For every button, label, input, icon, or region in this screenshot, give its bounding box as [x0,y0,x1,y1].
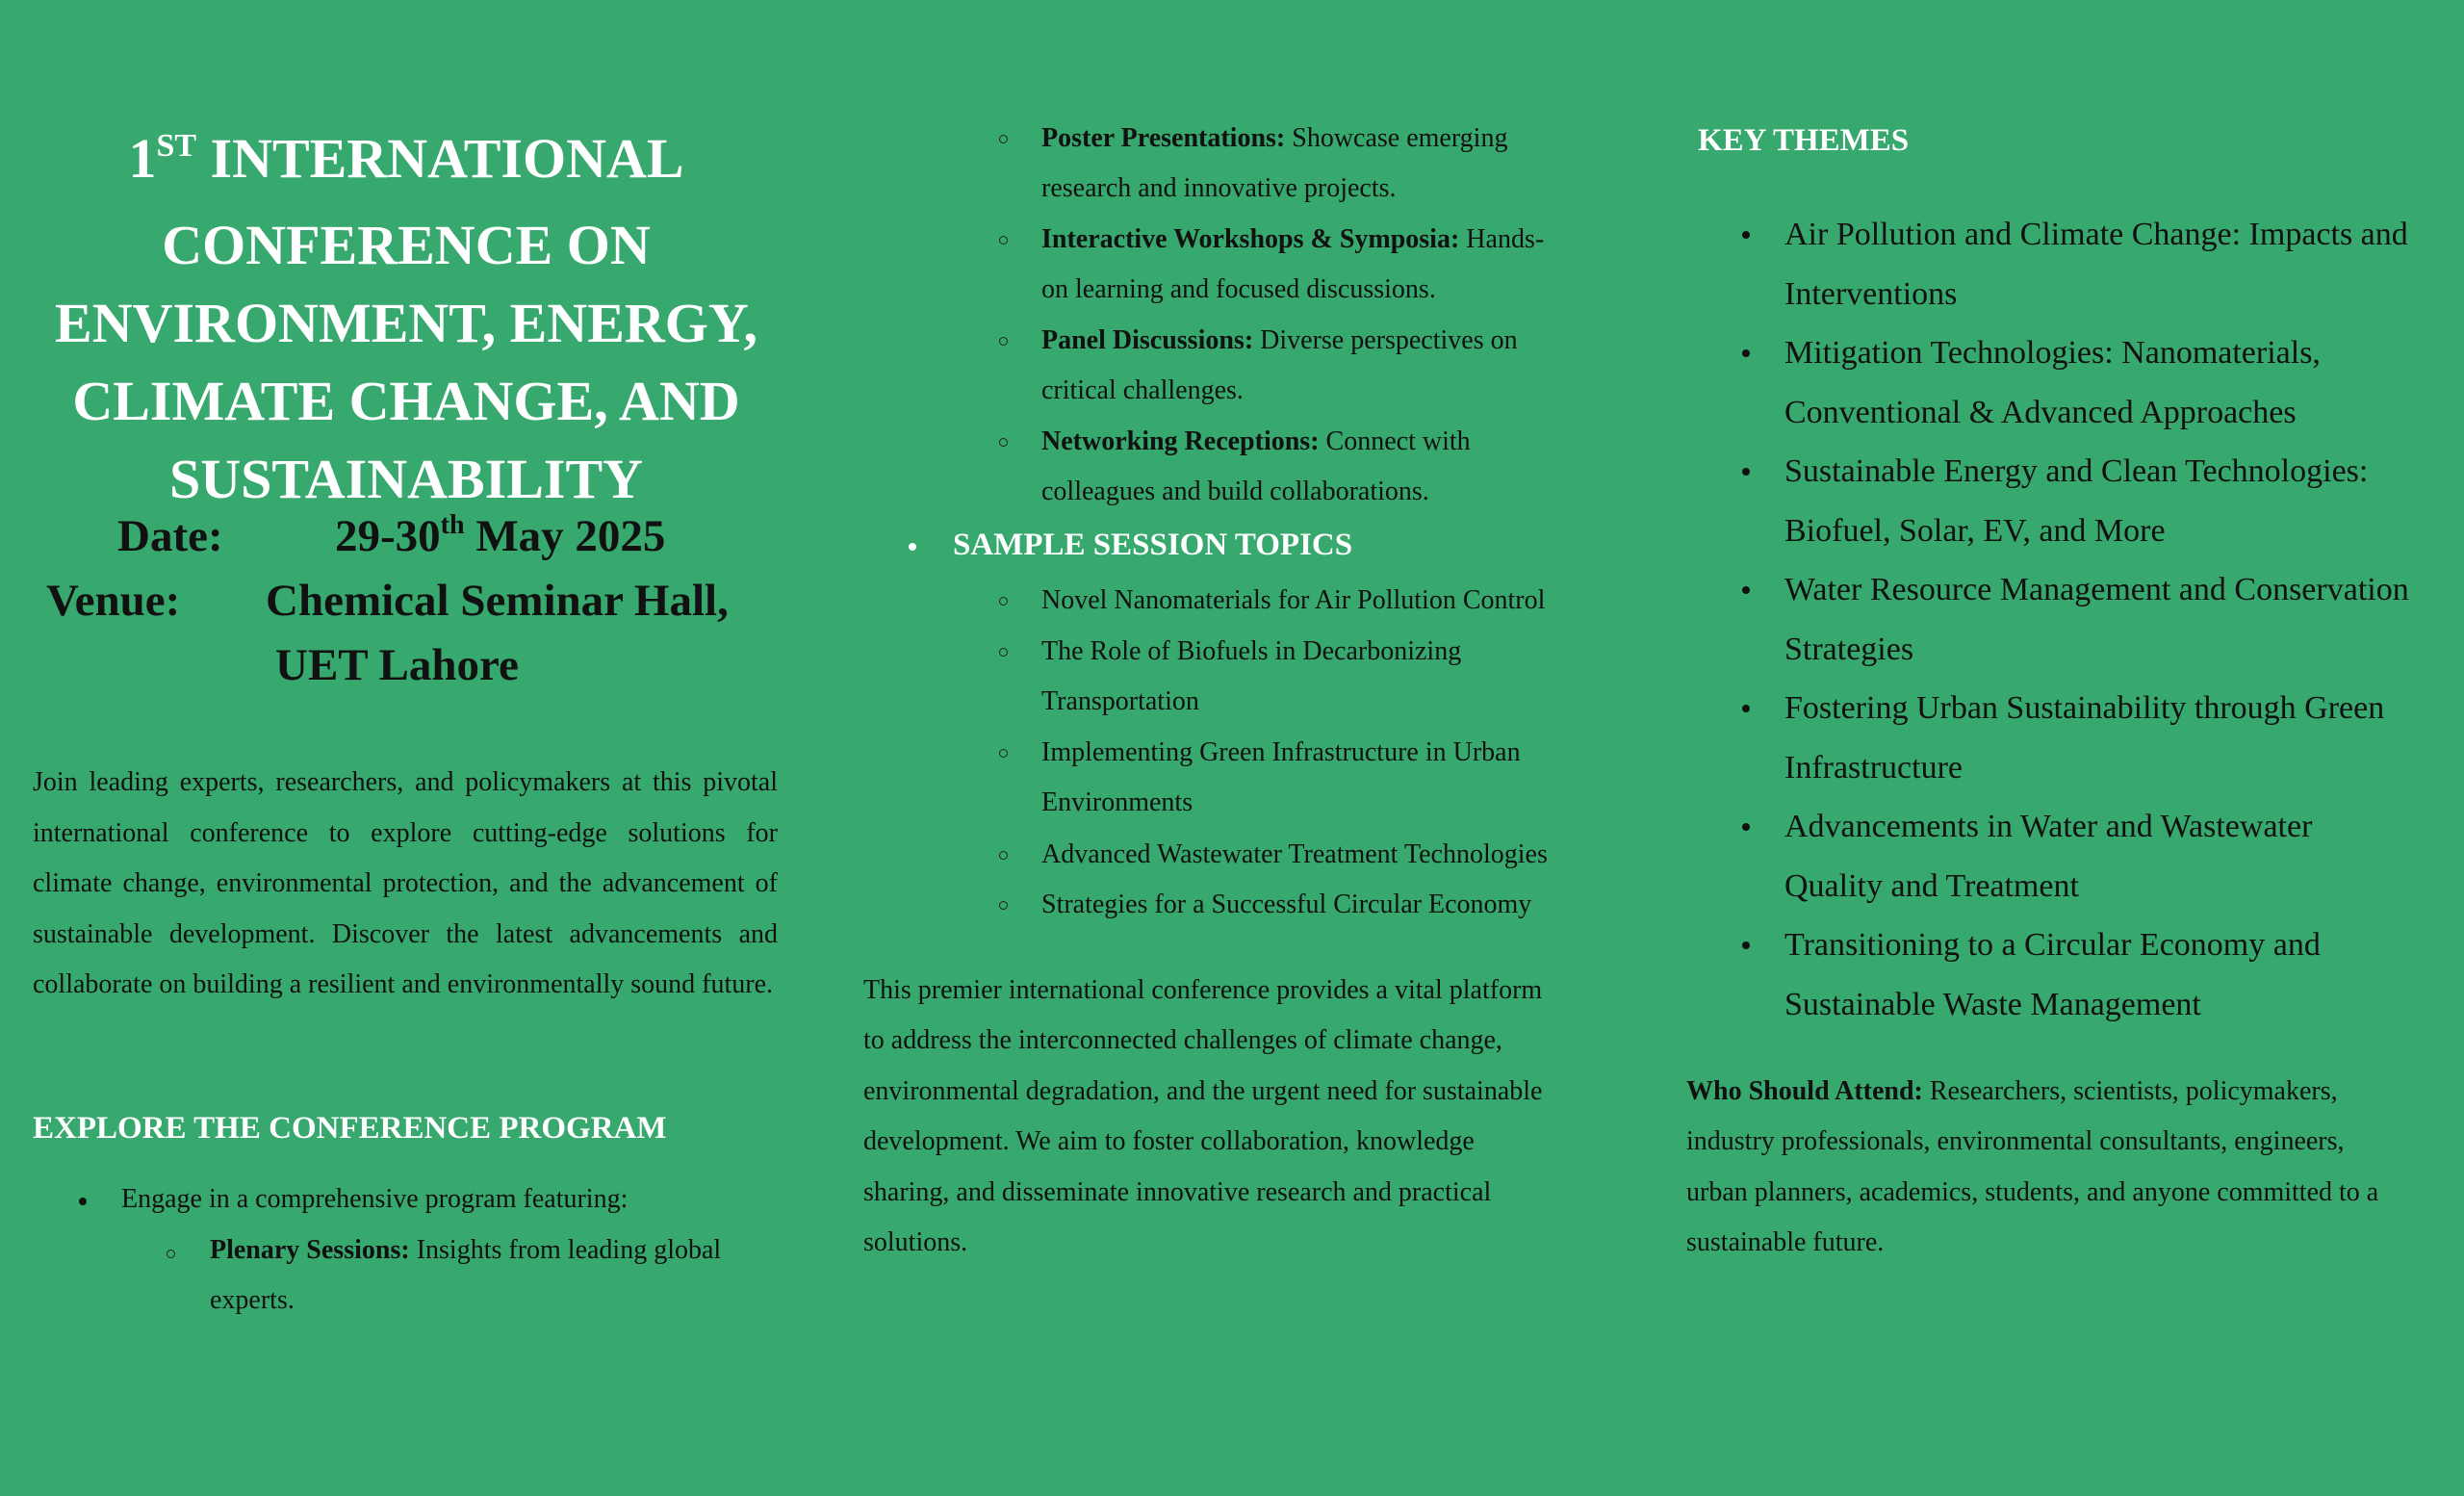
theme-item-7: Transitioning to a Circular Economy and Sustainable Waste Management [1784,927,2321,1022]
sub-bullet-circle [999,648,1008,657]
plenary-sessions-item: Plenary Sessions: Insights from leading global [210,1235,722,1265]
about-line-1: This premier international conference provides a vital platform [863,975,1543,1005]
intro-paragraph: Join leading experts, researchers, and policymakers at this pivotal international conference to explore cutting-edge solutions for climate change, environmental protection, and the advancement of sustainable development. Discover the latest advancements and collaborate on building a resilient and environmentally sound future. [33,767,778,1000]
title-line-4: CLIMATE CHANGE, AND [72,370,740,432]
program-item-poster: Poster Presentations: Showcase emerging [1041,123,1508,153]
venue-label: Venue: [46,576,181,626]
topic-item-2: The Role of Biofuels in Decarbonizing [1041,636,1462,666]
date-row [33,510,780,568]
topic-item-3-cont: Environments [1041,787,1194,817]
venue-line-1: Chemical Seminar Hall, [266,576,729,626]
title-line-3: ENVIRONMENT, ENERGY, [55,292,757,354]
program-item-poster-cont: research and innovative projects. [1041,173,1397,203]
bullet-dot [1742,468,1750,476]
program-intro-bullet: Engage in a comprehensive program featuring: [121,1184,629,1214]
topic-item-1: Novel Nanomaterials for Air Pollution Control [1041,585,1546,615]
bullet-dot [1742,705,1750,712]
date-value: 29-30th May 2025 [335,510,666,561]
themes-heading: KEY THEMES [1698,123,1910,158]
theme-item-1: Air Pollution and Climate Change: Impacts and Interventions [1784,217,2408,312]
topic-item-5: Strategies for a Successful Circular Economy [1041,890,1532,919]
bullet-dot [1742,586,1750,594]
about-line-6: solutions. [863,1227,968,1257]
bullet-dot [1742,349,1750,357]
theme-item-3: Sustainable Energy and Clean Technologies: Biofuel, Solar, EV, and More [1784,453,2369,549]
topics-heading: SAMPLE SESSION TOPICS [953,528,1353,562]
program-heading: EXPLORE THE CONFERENCE PROGRAM [33,1111,667,1146]
sub-bullet-circle [999,749,1008,758]
date-label: Date: [117,511,223,561]
bullet-dot [1742,823,1750,831]
about-line-4: development. We aim to foster collaboration, knowledge [863,1126,1475,1156]
attend-line-4: sustainable future. [1686,1227,1885,1257]
bullet-dot [79,1198,87,1205]
title-line-2: CONFERENCE ON [162,214,651,276]
sub-bullet-circle [999,901,1008,910]
topic-item-3: Implementing Green Infrastructure in Urban [1041,737,1521,767]
program-item-panels: Panel Discussions: Diverse perspectives on [1041,325,1518,355]
bullet-dot [909,543,916,551]
about-line-5: sharing, and disseminate innovative research and practical [863,1177,1492,1207]
sub-bullet-circle [999,851,1008,860]
theme-item-4: Water Resource Management and Conservation Strategies [1784,572,2409,667]
program-item-networking-cont: colleagues and build collaborations. [1041,477,1429,506]
venue-row-2 [33,639,780,697]
plenary-sessions-item-cont: experts. [210,1285,295,1315]
title-line-1: 1ST INTERNATIONAL [128,127,684,190]
program-item-networking: Networking Receptions: Connect with [1041,426,1471,456]
sub-bullet-circle [999,597,1008,606]
attend-label: Who Should Attend: [1686,1076,1923,1106]
sub-bullet-circle [999,236,1008,245]
theme-item-6: Advancements in Water and Wastewater Quality and Treatment [1784,809,2313,904]
sub-bullet-circle [167,1250,175,1258]
about-line-3: environmental degradation, and the urgent need for sustainable [863,1076,1543,1106]
bullet-dot [1742,941,1750,949]
program-item-workshops: Interactive Workshops & Symposia: Hands- [1041,224,1545,254]
conference-title [33,119,780,518]
program-item-panels-cont: critical challenges. [1041,375,1244,405]
venue-line-2: UET Lahore [275,640,519,690]
venue-row [33,575,780,632]
sub-bullet-circle [999,135,1008,143]
topic-item-2-cont: Transportation [1041,686,1199,716]
sub-bullet-circle [999,337,1008,346]
program-item-workshops-cont: on learning and focused discussions. [1041,274,1436,304]
theme-item-5: Fostering Urban Sustainability through Green Infrastructure [1784,690,2385,786]
attend-line-3: urban planners, academics, students, and anyone committed to a [1686,1177,2379,1207]
bullet-dot [1742,231,1750,239]
theme-item-2: Mitigation Technologies: Nanomaterials, Conventional & Advanced Approaches [1784,335,2321,430]
attend-line-1: Who Should Attend: Researchers, scientists, policymakers, [1686,1076,2338,1106]
topic-item-4: Advanced Wastewater Treatment Technologies [1041,839,1548,869]
sub-bullet-circle [999,438,1008,447]
title-line-5: SUSTAINABILITY [168,448,644,510]
about-line-2: to address the interconnected challenges of climate change, [863,1025,1502,1055]
attend-line-2: industry professionals, environmental consultants, engineers, [1686,1126,2345,1156]
